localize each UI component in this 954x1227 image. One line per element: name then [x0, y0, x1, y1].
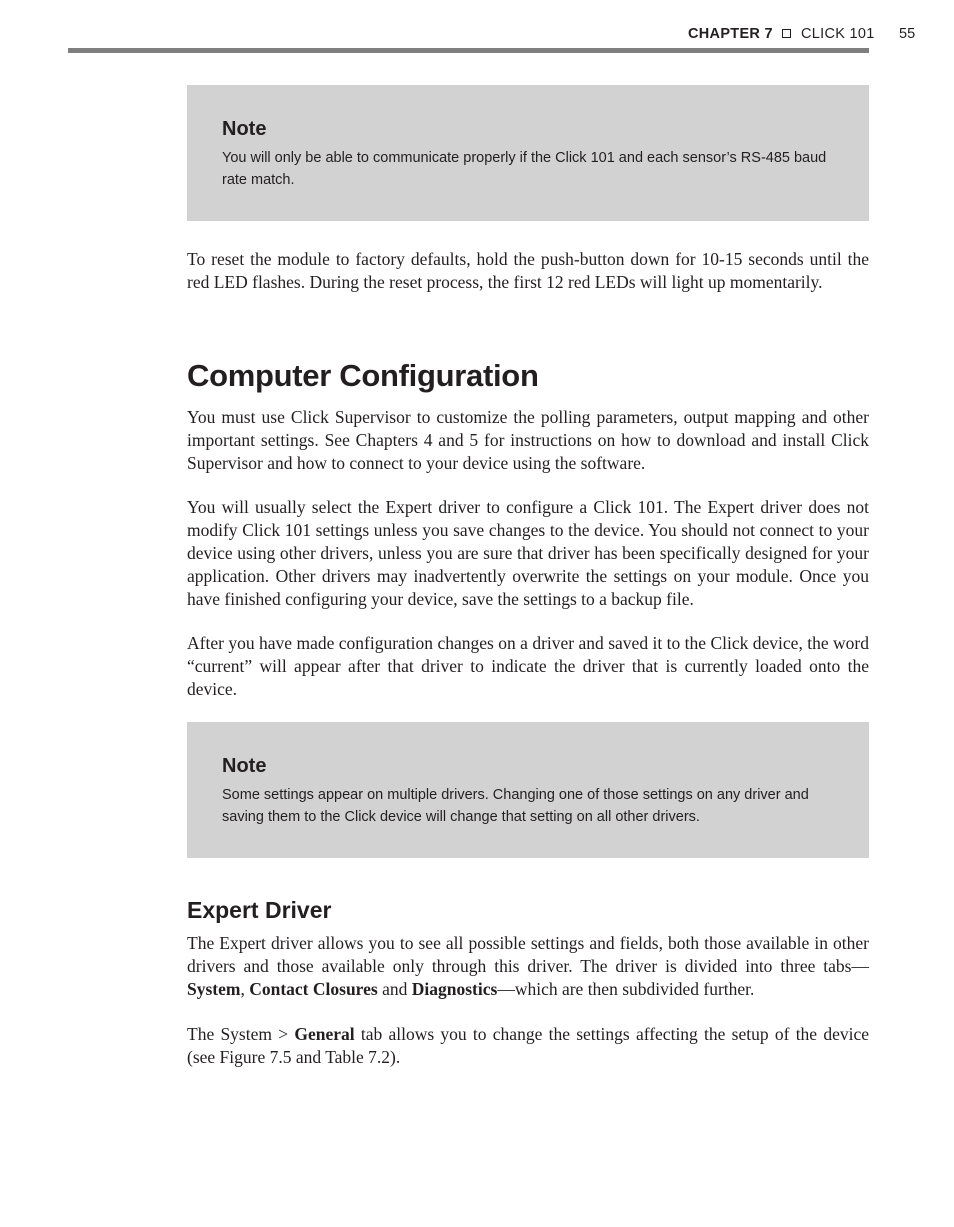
expert-paragraph-1: [187, 932, 869, 1001]
text-span: and: [377, 979, 412, 999]
expert-paragraph-2: [187, 1023, 869, 1069]
tab-name-diagnostics: Diagnostics: [411, 979, 498, 999]
note-title: Note: [222, 755, 267, 777]
text-span: —which are then subdivided further.: [497, 979, 755, 999]
tab-name-general: General: [294, 1024, 355, 1044]
text-span: The System >: [187, 1024, 295, 1044]
note-title: Note: [222, 118, 267, 140]
note-text: You will only be able to communicate properly if the Click 101 and each sensor’s RS-485 baud rate match.: [222, 150, 827, 188]
note-text: Some settings appear on multiple drivers. Changing one of those settings on any driver and saving them to the Click device will change that setting on all other drivers.: [222, 787, 809, 825]
note-box: [187, 85, 869, 221]
text-span: ,: [240, 979, 250, 999]
text-span: tab allows you to change the settings affecting the setup of the device (see Figure 7.5 and Table 7.2).: [187, 1024, 869, 1067]
page-number: 55: [899, 26, 916, 42]
subsection-heading: Expert Driver: [187, 897, 332, 923]
config-paragraph-2: You will usually select the Expert driver to configure a Click 101. The Expert driver does not modify Click 101 settings unless you save changes to the device. You should not connect to your device using other drivers, unless you are sure that driver has been specifically designed for your application. Other drivers may inadvertently overwrite the settings on your module. Once you have finished configuring your device, save the settings to a backup file.: [187, 497, 869, 609]
note-box: [187, 722, 869, 858]
config-paragraph-1: You must use Click Supervisor to customize the polling parameters, output mapping and other important settings. See Chapters 4 and 5 for instructions on how to download and install Click Supervisor and how to connect to your device using the software.: [187, 407, 869, 473]
page-header: [68, 26, 948, 46]
chapter-title: CLICK 101: [801, 26, 875, 42]
chapter-label: CHAPTER 7: [688, 26, 773, 42]
config-paragraph-3: After you have made configuration changes on a driver and saved it to the Click device, the word “current” will appear after that driver to indicate the driver that is currently loaded onto the device.: [187, 633, 869, 699]
text-span: The Expert driver allows you to see all possible settings and fields, both those available in other drivers and those available only through this driver. The driver is divided into three tabs—: [187, 933, 869, 976]
tab-name-system: System: [187, 979, 241, 999]
section-heading: Computer Configuration: [187, 358, 539, 393]
tab-name-contact-closures: Contact Closures: [249, 979, 378, 999]
header-rule: [68, 48, 869, 53]
reset-paragraph: To reset the module to factory defaults, hold the push-button down for 10-15 seconds until the red LED flashes. During the reset process, the first 12 red LEDs will light up momentarily.: [187, 249, 869, 292]
separator-box-icon: [782, 29, 791, 38]
